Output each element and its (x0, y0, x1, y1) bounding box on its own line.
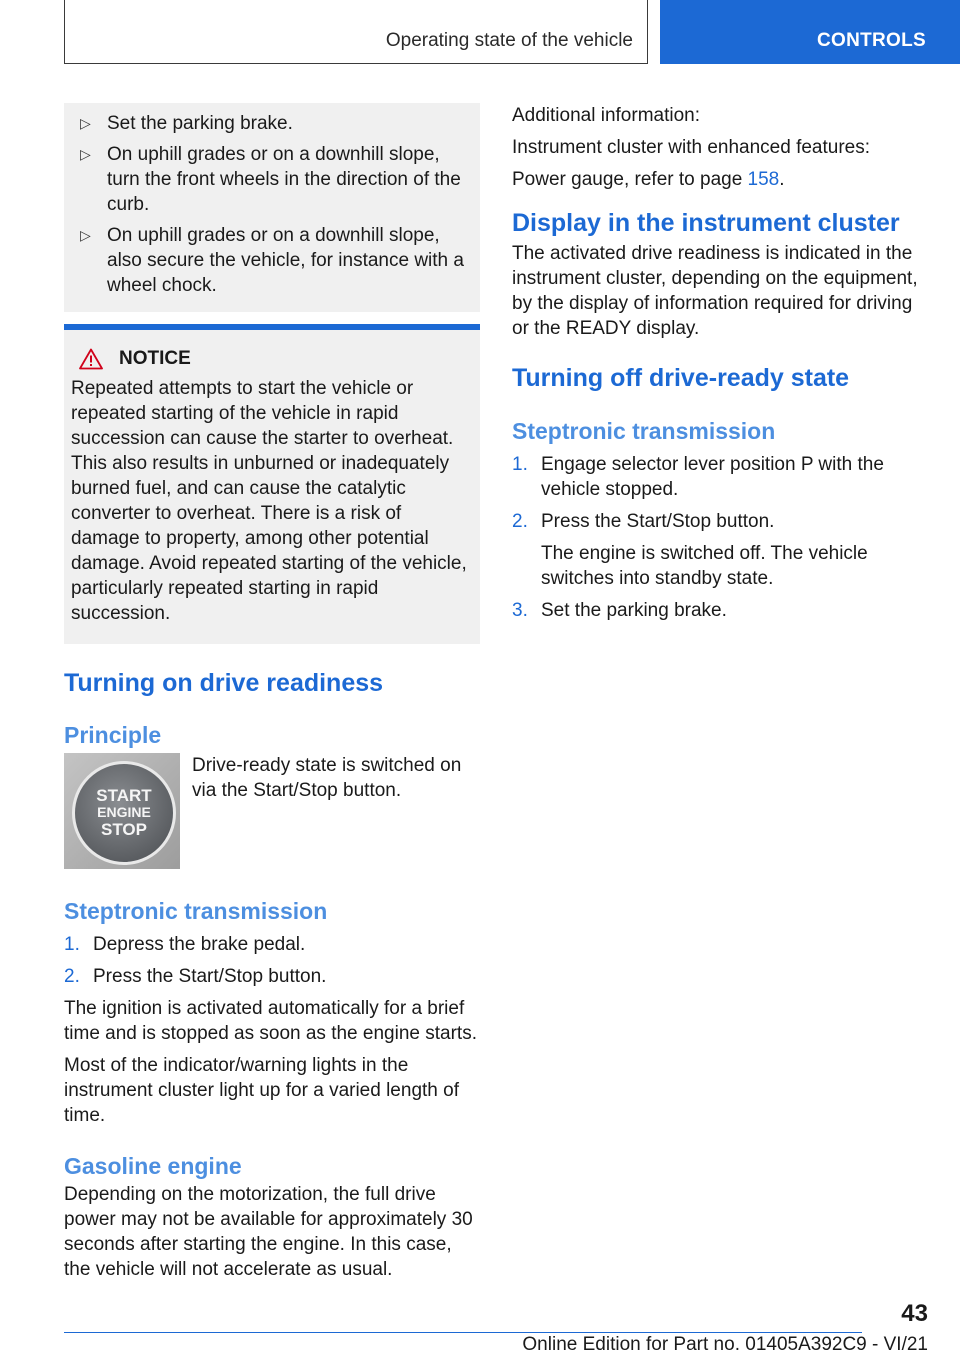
notice-label: NOTICE (119, 348, 191, 369)
footer-edition: Online Edition for Part no. 01405A392C9 - VI/21 (522, 1334, 928, 1355)
list-item (64, 964, 480, 989)
list-item-text: On uphill grades or on a downhill slope, also secure the vehicle, for instance with a wheel chock. (107, 225, 464, 296)
heading-turning-on: Turning on drive readiness (64, 669, 384, 697)
power-gauge-reference: Power gauge, refer to page 158. (512, 169, 785, 190)
step-text: Press the Start/Stop button. (541, 511, 775, 532)
heading-gasoline: Gasoline engine (64, 1153, 242, 1179)
step-number: 2. (64, 966, 80, 987)
step-number: 1. (64, 934, 80, 955)
step-number: 1. (512, 454, 528, 475)
principle-row (64, 753, 480, 869)
step-text: Engage selector lever position P with the vehicle stopped. (541, 454, 884, 500)
triangle-bullet-icon: ▷ (80, 115, 91, 131)
list-item (64, 932, 480, 957)
principle-text: Drive-ready state is switched on via the Start/Stop button. (192, 755, 462, 801)
start-stop-button-image (64, 753, 180, 869)
heading-steptronic-off: Steptronic transmission (512, 418, 776, 444)
right-column (512, 103, 932, 623)
heading-principle: Principle (64, 722, 162, 748)
step-number: 2. (512, 511, 528, 532)
list-item-text: Set the parking brake. (107, 113, 293, 134)
notice-box (64, 324, 480, 644)
step-text: Press the Start/Stop button. (93, 966, 327, 987)
heading-display: Display in the instrument cluster (512, 209, 900, 237)
list-item (512, 598, 932, 623)
chapter-tab-label: CONTROLS (816, 30, 926, 51)
list-item-text: On uphill grades or on a downhill slope, turn the front wheels in the direction of the curb. (107, 144, 461, 215)
list-item (512, 509, 932, 534)
paragraph: Depending on the motorization, the full drive power may not be available for approximately 30 seconds after starting the engine. In this case, the vehicle will not accelerate as usual. (64, 1184, 473, 1280)
paragraph: The activated drive readiness is indicated in the instrument cluster, depending on the equipment, by the display of information required for driving or the READY display. (512, 243, 918, 339)
notice-header (71, 348, 473, 370)
step-number: 3. (512, 600, 528, 621)
triangle-bullet-icon: ▷ (80, 146, 91, 162)
notice-text: Repeated attempts to start the vehicle or repeated starting of the vehicle in rapid succession can cause the starter to overheat. This also results in unburned or inadequately burned fuel, and can cause the catalytic converter to overheat. There is a risk of damage to property, among other potential damage. Avoid repeated starting of the vehicle, particularly repeated starting in rapid succession. (71, 378, 467, 624)
triangle-bullet-icon: ▷ (80, 227, 91, 243)
step-text: Depress the brake pedal. (93, 934, 306, 955)
chapter-tab[interactable] (660, 0, 960, 64)
tips-box (64, 103, 480, 312)
heading-turning-off: Turning off drive-ready state (512, 364, 850, 392)
list-item (78, 223, 466, 298)
page-link-158[interactable]: 158 (747, 169, 780, 190)
left-column (64, 103, 480, 1282)
list-item (512, 452, 932, 502)
list-item (78, 142, 466, 217)
list-item (78, 111, 466, 136)
warning-triangle-icon (79, 348, 103, 370)
header-section-box (64, 0, 648, 64)
heading-steptronic: Steptronic transmission (64, 898, 328, 924)
page-number: 43 (901, 1300, 928, 1327)
step-text: Set the parking brake. (541, 600, 727, 621)
step-subtext: The engine is switched off. The vehicle switches into standby state. (541, 543, 868, 589)
paragraph: Instrument cluster with enhanced features: (512, 137, 871, 158)
footer-divider (64, 1332, 862, 1333)
paragraph: Most of the indicator/warning lights in the instrument cluster light up for a varied length of time. (64, 1055, 459, 1126)
section-title: Operating state of the vehicle (385, 30, 633, 51)
paragraph: The ignition is activated automatically for a brief time and is stopped as soon as the engine starts. (64, 998, 477, 1044)
start-engine-stop-button-icon: START ENGINE STOP (72, 761, 176, 865)
paragraph: Additional information: (512, 105, 700, 126)
